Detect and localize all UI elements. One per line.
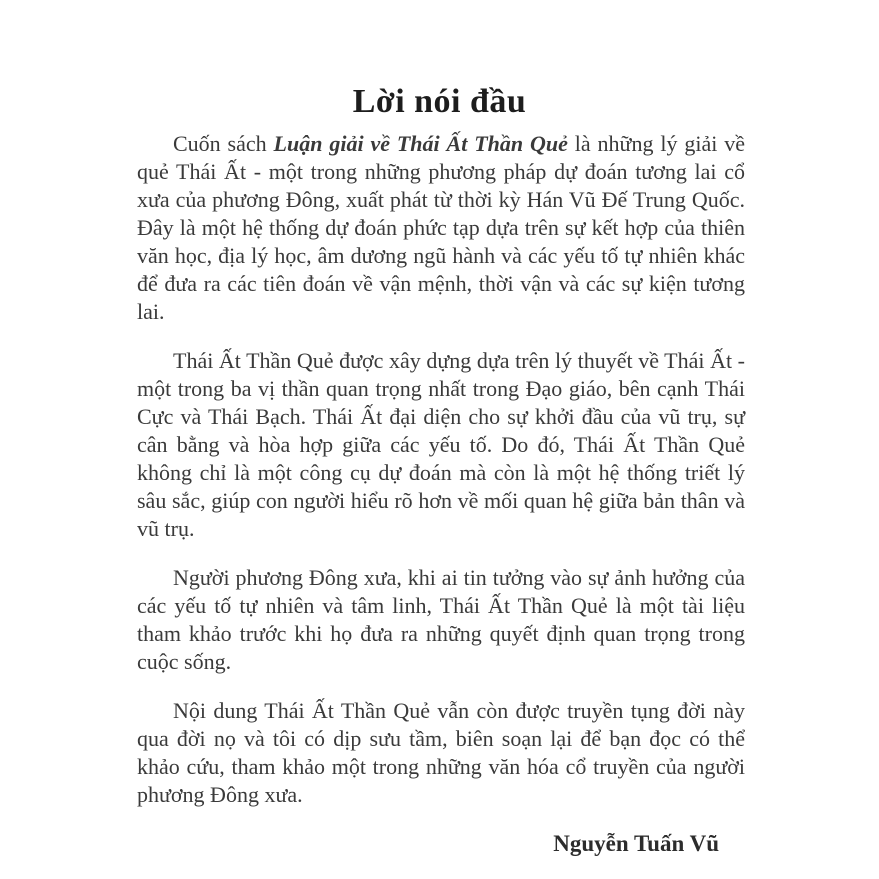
paragraph-1-prefix: Cuốn sách bbox=[173, 131, 274, 156]
paragraph-1-suffix: là những lý giải về quẻ Thái Ất - một trong những phương pháp dự đoán tương lai cổ xưa của phương Đông, xuất phát từ thời kỳ Hán Vũ Đế Trung Quốc. Đây là một hệ thống dự đoán phức tạp dựa trên sự kết hợp của thiên văn học, địa lý học, âm dương ngũ hành và các yếu tố tự nhiên khác để đưa ra các tiên đoán về vận mệnh, thời vận và các sự kiện tương lai. bbox=[137, 131, 746, 324]
author-signature: Nguyễn Tuấn Vũ bbox=[553, 831, 719, 856]
body-paragraph-4: Nội dung Thái Ất Thần Quẻ vẫn còn được truyền tụng đời này qua đời nọ và tôi có dịp sưu tầm, biên soạn lại để bạn đọc có thể khảo cứu, tham khảo một trong những văn hóa cổ truyền của người phương Đông xưa. bbox=[137, 698, 745, 807]
page-body bbox=[137, 130, 745, 858]
page-title: Lời nói đầu bbox=[352, 82, 527, 120]
book-title-emphasis: Luận giải về Thái Ất Thần Quẻ bbox=[273, 131, 568, 156]
body-paragraph-2: Thái Ất Thần Quẻ được xây dựng dựa trên lý thuyết về Thái Ất - một trong ba vị thần quan trọng nhất trong Đạo giáo, bên cạnh Thái Cực và Thái Bạch. Thái Ất đại diện cho sự khởi đầu của vũ trụ, sự cân bằng và hòa hợp giữa các yếu tố. Do đó, Thái Ất Thần Quẻ không chỉ là một công cụ dự đoán mà còn là một hệ thống triết lý sâu sắc, giúp con người hiểu rõ hơn về mối quan hệ giữa bản thân và vũ trụ. bbox=[137, 348, 745, 541]
body-paragraph-1 bbox=[137, 130, 745, 326]
body-paragraph-3: Người phương Đông xưa, khi ai tin tưởng vào sự ảnh hưởng của các yếu tố tự nhiên và tâm linh, Thái Ất Thần Quẻ là một tài liệu tham khảo trước khi họ đưa ra những quyết định quan trọng trong cuộc sống. bbox=[137, 565, 745, 674]
